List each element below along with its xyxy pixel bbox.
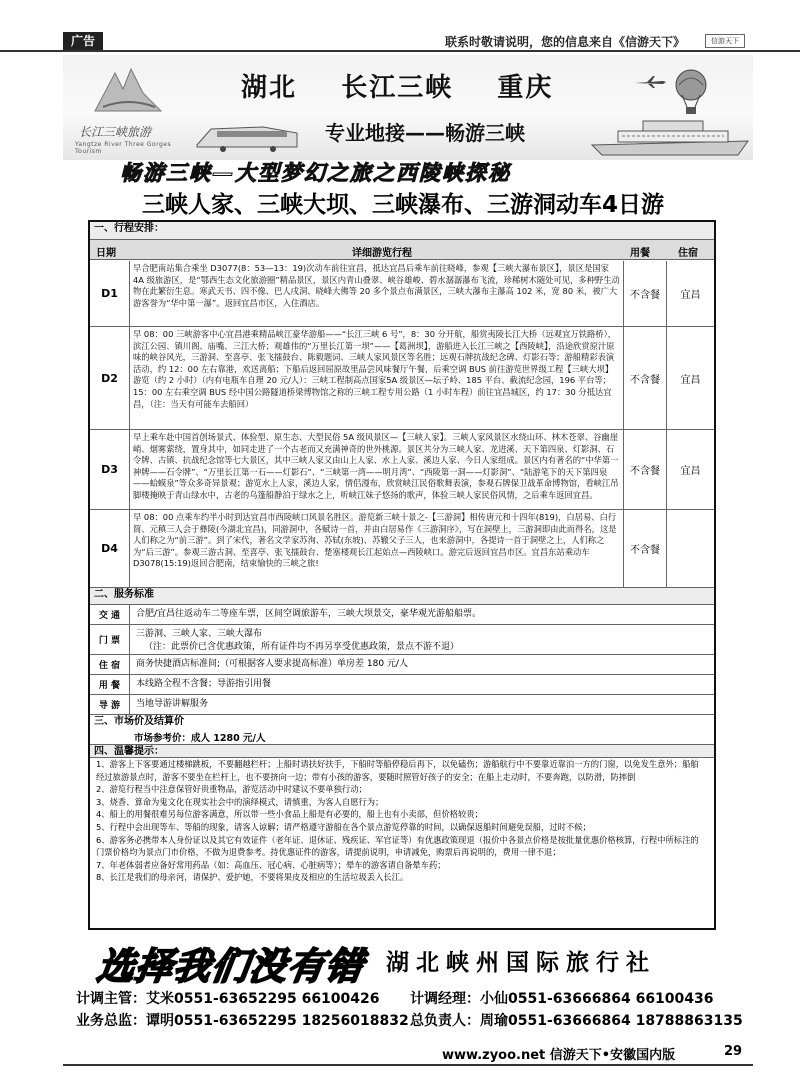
day-label: D2 xyxy=(90,327,130,429)
day-row xyxy=(90,327,714,430)
agency-name: 湖北峡州国际旅行社 xyxy=(386,950,656,976)
service-text: 商务快捷酒店标准间;（可根据客人要求提高标准）单房差 180 元/人 xyxy=(136,659,408,669)
note-item: 1、游客上下客要通过楼梯跳板，不要翻越栏杆；上船时请扶好扶手，下船时等船停稳后再下，以免磕伤；游船航行中不要靠近靠泊一方的门窗，以免发生意外；船舶经过旅游景点时，游客不要坐在栏杆上，也不要挤向一边；带有小孩的游客，要随时照管好孩子的安全；在船上走动时，不要奔跑，以防滑，防摔倒 xyxy=(96,759,699,782)
contact-role: 计调主管： xyxy=(76,991,146,1007)
gorge-logo-icon xyxy=(93,67,163,113)
header-date: 日期 xyxy=(96,248,116,259)
market-price: 市场参考价：成人 1280 元/人 xyxy=(134,733,266,744)
header-detail: 详细游览行程 xyxy=(352,248,412,259)
note-item: 4、船上的用餐很难另每位游客满意，所以带一些小食品上船是有必要的，船上也有小卖部，但价格较贵； xyxy=(96,809,483,820)
day-meal: 不含餐 xyxy=(623,430,667,509)
service-label: 住 宿 xyxy=(90,655,130,674)
contact-role: 业务总监： xyxy=(76,1013,146,1029)
service-text: 本线路全程不含餐；导游指引用餐 xyxy=(136,679,272,689)
day-meal: 不含餐 xyxy=(623,261,667,326)
note-item: 5、行程中会出现等车、等船的现象，请客人谅解；请严格遵守游船在各个景点游览停靠的时间，以确保返船时间避免误船，过时不候； xyxy=(96,821,591,832)
day-meal: 不含餐 xyxy=(623,510,667,587)
contact-info: 谭明0551-63652295 18256018832 xyxy=(146,1013,409,1029)
service-label: 门 票 xyxy=(90,625,130,654)
header-banner xyxy=(63,55,753,160)
banner-subtitle: 专业地接——畅游三峡 xyxy=(325,121,525,145)
header-stay: 住宿 xyxy=(678,248,698,259)
note-item: 7、年老体弱者应备好常用药品（如：高血压、冠心病、心脏病等）；晕车的游客请自备晕车药； xyxy=(96,859,446,870)
day-label: D4 xyxy=(90,510,130,587)
airplane-icon xyxy=(633,75,667,89)
service-label: 导 游 xyxy=(90,695,130,714)
footer-site: www.zyoo.net 信游天下•安徽国内版 xyxy=(442,1048,676,1063)
pricing-section-title: 三、市场价及结算价 xyxy=(90,715,714,731)
service-text: 当地导游讲解服务 xyxy=(136,699,209,709)
banner-title: 湖北 长江三峡 重庆 xyxy=(241,73,554,103)
page-number: 29 xyxy=(724,1044,743,1059)
service-label: 交 通 xyxy=(90,605,130,624)
note-item: 3、烧香、算命为鬼文化在现实社会中的演绎模式，请慎重，为客人自愿行为； xyxy=(96,796,384,807)
logo-chinese: 长江三峡旅游 xyxy=(79,125,152,139)
top-bar xyxy=(0,30,800,52)
table-header xyxy=(90,240,714,260)
logo-english: Yangtze River Three Gorges Tourism xyxy=(75,141,172,155)
hot-air-balloon-icon xyxy=(673,69,709,117)
service-text-line: 三游洞、三峡人家、三峡大瀑布 xyxy=(136,629,263,639)
day-stay: 宜昌 xyxy=(680,290,701,301)
day-label: D3 xyxy=(90,430,130,509)
day-stay xyxy=(667,510,714,587)
itinerary-section-title: 一、行程安排： xyxy=(90,222,714,240)
note-item: 8、长江是我们的母亲河，请保护、爱护她，不要将果皮及相应的生活垃圾丢入长江。 xyxy=(96,872,409,883)
service-row xyxy=(90,695,714,715)
service-row xyxy=(90,605,714,625)
brand-slogan: 选择我们没有错 xyxy=(94,945,367,988)
day-stay: 宜昌 xyxy=(680,374,701,386)
publication-logo: 信游天下 xyxy=(705,34,745,48)
day-meal: 不含餐 xyxy=(623,327,667,429)
contact-info: 周瑜0551-63666864 18788863135 xyxy=(480,1013,743,1029)
service-text xyxy=(136,628,706,654)
note-item: 2、游览行程当中注意保管好贵重物品，游览活动中时建议不要单独行动； xyxy=(96,784,367,795)
day-row xyxy=(90,261,714,327)
services-section-title: 二、服务标准 xyxy=(90,588,714,605)
notes-section-title: 四、温馨提示： xyxy=(90,744,714,758)
contact-info: 小仙0551-63666864 66100436 xyxy=(480,991,714,1007)
contact-role: 计调经理： xyxy=(410,991,480,1007)
contact-line xyxy=(76,1010,409,1030)
ad-tag: 广告 xyxy=(63,32,103,50)
contact-info: 艾米0551-63652295 66100426 xyxy=(146,991,380,1007)
tour-headline: 三峡人家、三峡大坝、三峡瀑布、三游洞动车4日游 xyxy=(141,192,664,218)
train-icon xyxy=(193,115,303,155)
header-meal: 用餐 xyxy=(630,248,650,259)
day-row xyxy=(90,430,714,510)
footer-divider xyxy=(63,1064,753,1066)
service-row xyxy=(90,675,714,695)
cruise-ship-icon xyxy=(588,117,753,157)
trip-slogan: 畅游三峡—大型梦幻之旅之西陵峡探秘 xyxy=(120,160,511,185)
day-row xyxy=(90,510,714,588)
contact-line xyxy=(410,1010,743,1030)
service-row xyxy=(90,655,714,675)
source-note: 联系时敬请说明，您的信息来自《信游天下》 xyxy=(445,35,686,49)
service-label: 用 餐 xyxy=(90,675,130,694)
day-label: D1 xyxy=(90,261,130,326)
contact-line xyxy=(76,988,380,1008)
service-text: 合肥/宜昌往返动车二等座车票，区间空调旅游车，三峡大坝景交，豪华观光游船船票。 xyxy=(136,609,482,619)
day-detail: 早 08：00 三峡游客中心宜昌港乘精品峡江豪华游船——“长江三峡 6 号”，8：30 分开航，船赏夷陵长江大桥（远观宜万铁路桥），滨江公园、镇川阁、庙嘴、三江大桥；观雄伟的“万里长江第一坝”——【葛洲坝】，游船进入长江三峡之【西陵峡】，沿途欣赏原汁原味的峡谷风光，三游洞、至喜亭、张飞擂鼓台、陈毅题词、三峡人家风景区等名胜；远观石牌抗战纪念碑、灯影石等；游船精彩表演活动，约 12：00 左右靠港，欢送离船；下船后返回屈原故里品尝风味餐厅午餐，后乘空调 BUS 前往游览世界级工程【三峡大坝】游览（约 2 小时）（内有电瓶车自理 20 元/人）：三峡工程制高点国家5A 级景区—坛子岭、185 平台、截流纪念园，196 平台等；15：00 左右乘空调 BUS 经中国公路隧道桥梁博物馆之称的三峡工程专用公路（1 小时车程）前往宜昌城区，约 17：30 分抵达宜昌，（注：当天有可能车去船回） xyxy=(133,329,617,409)
day-detail: 早 08：00 点乘车约半小时到达宜昌市西陵峡口风景名胜区。游览新三峡十景之-【三游洞】相传唐元和十四年(819)，白居易、白行简、元稹三人会于彝陵(今湖北宜昌)，同游洞中，各赋诗一首，并由白居易作《三游洞序》，写在洞壁上，三游洞即由此而得名，这是人们称之为“前三游”。到了宋代，著名文学家苏洵、苏轼(东坡)、苏辙父子三人，也来游洞中，各提诗一首于洞壁之上，人们称之为“后三游”。参观三游古洞、至喜亭、张飞擂鼓台、楚塞楼观长江起始点—西陵峡口。游完后返回宜昌市区。宜昌东站乘动车 D3078(15:19)返回合肥南，结束愉快的三峡之旅! xyxy=(133,512,617,569)
day-detail: 早合肥南站集合乘坐 D3077(8：53—13：19)次动车前往宜昌，抵达宜昌后乘车前往晓峰，参观【三峡大瀑布景区】，景区是国家 4A 级旅游区，是“鄂西生态文化旅游圈”精品景区，景区内青山叠翠、峡谷雄峻、碧水潺潺瀑布飞流，珍稀树木随处可见，多种野生动物在此繁衍生息。寒武天书、四不像、巴人戌洞、晓峰大佛等 20 多个景点布满景区，三峡大瀑布主瀑高 102 米，宽 80 米，被广大游客誉为“华中第一瀑”。返回宜昌市区，入住酒店。 xyxy=(133,263,620,308)
day-stay: 宜昌 xyxy=(680,466,701,477)
agency-logo xyxy=(71,67,191,155)
notes-list xyxy=(96,758,706,884)
service-row xyxy=(90,625,714,655)
contact-line xyxy=(410,988,714,1008)
note-item: 6、游客务必携带本人身份证以及其它有效证件（老年证、退休证、残疾证、军官证等）有优惠政策现退（报价中各景点价格是按批量优惠价格核算，行程中所标注的门票价格均为景点门市价格，不做为退费参考。持优惠证件的游客，请提前说明，申请减免，购票后再说明的，费用一律不退； xyxy=(96,834,699,858)
service-text-note: （注：此票价已含优惠政策，所有证件均不再另享受优惠政策，景点不游不退） xyxy=(144,642,460,652)
day-detail: 早上乘车赴中国首创场景式、体验型、原生态、大型民俗 5A 级风景区—【三峡人家】。三峡人家风景区水绕山环、林木苍翠、谷幽崖峭、烟雾萦绕，置身其中，如同走进了一个古老而又充满神奇的世外桃源。景区共分为三峡人家、龙进溪、天下第四泉、灯影洞、石令牌、古镇、抗战纪念馆等七大景区，其中三峡人家又由山上人家、水上人家、溪边人家、今日人家组成。景区内有著名的“中华第一神牌——石令牌”、“万里长江第一石——灯影石”、“三峡第一湾——明月湾”、“西陵第一洞——灯影洞”、“陆游笔下的天下第四泉——蛤蟆泉”等众多奇异景观；游览水上人家，溪边人家，情侣漫布，欣赏峡江民俗歌舞表演，参观石牌保卫战革命博物馆，看峡江吊脚楼掩映于青山绿水中，古老的乌篷船静泊于绿水之上，听峡江妹子悠扬的歌声，体验三峡人家民俗风情，之后乘车返回宜昌。 xyxy=(133,432,619,500)
contact-role: 总负责人： xyxy=(410,1013,480,1029)
itinerary-table xyxy=(88,220,716,930)
